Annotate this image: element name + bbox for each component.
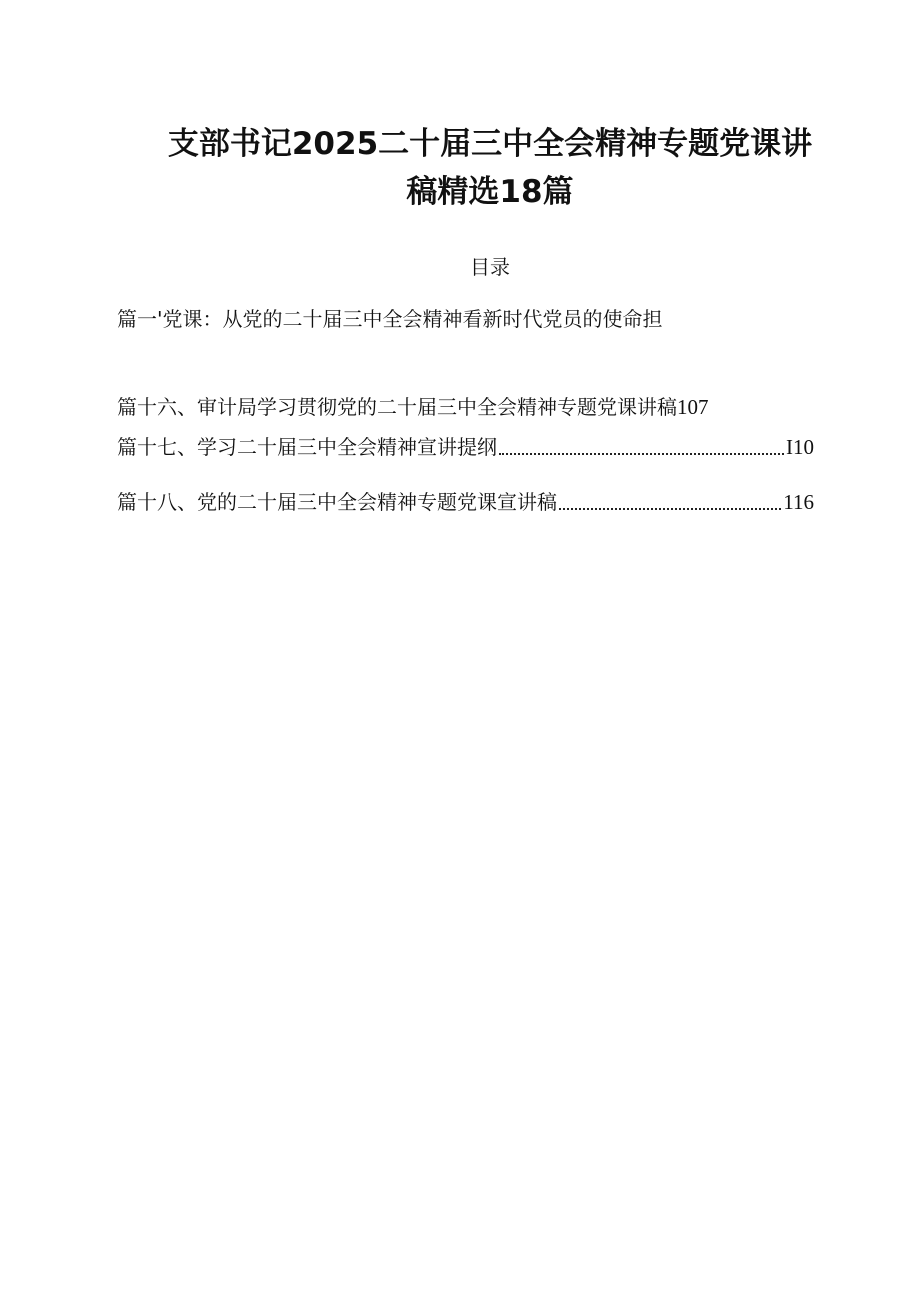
toc-entry-label: 篇十六、审计局学习贯彻党的二十届三中全会精神专题党课讲稿	[117, 395, 677, 419]
document-title-line-2: 稿精选18篇	[406, 174, 574, 210]
toc-entry-page-number: I10	[786, 435, 814, 459]
toc-heading: 目录	[470, 255, 510, 279]
toc-entry-label: 篇十七、学习二十届三中全会精神宣讲提纲	[117, 435, 497, 459]
toc-entry-page-number: 107	[677, 395, 709, 419]
toc-dot-leader	[499, 453, 784, 455]
toc-entry-page-number: 116	[783, 490, 814, 514]
toc-dot-leader	[559, 508, 781, 510]
toc-entry[interactable]	[117, 303, 814, 335]
toc-entry[interactable]	[117, 486, 814, 518]
toc-entry[interactable]	[117, 431, 814, 463]
toc-entry[interactable]	[117, 391, 814, 423]
toc-entry-label: 篇十八、党的二十届三中全会精神专题党课宣讲稿	[117, 490, 557, 514]
toc-entry-label: 篇一'党课：从党的二十届三中全会精神看新时代党员的使命担	[117, 307, 663, 331]
document-title-line-1: 支部书记2025二十届三中全会精神专题党课讲	[167, 126, 813, 162]
